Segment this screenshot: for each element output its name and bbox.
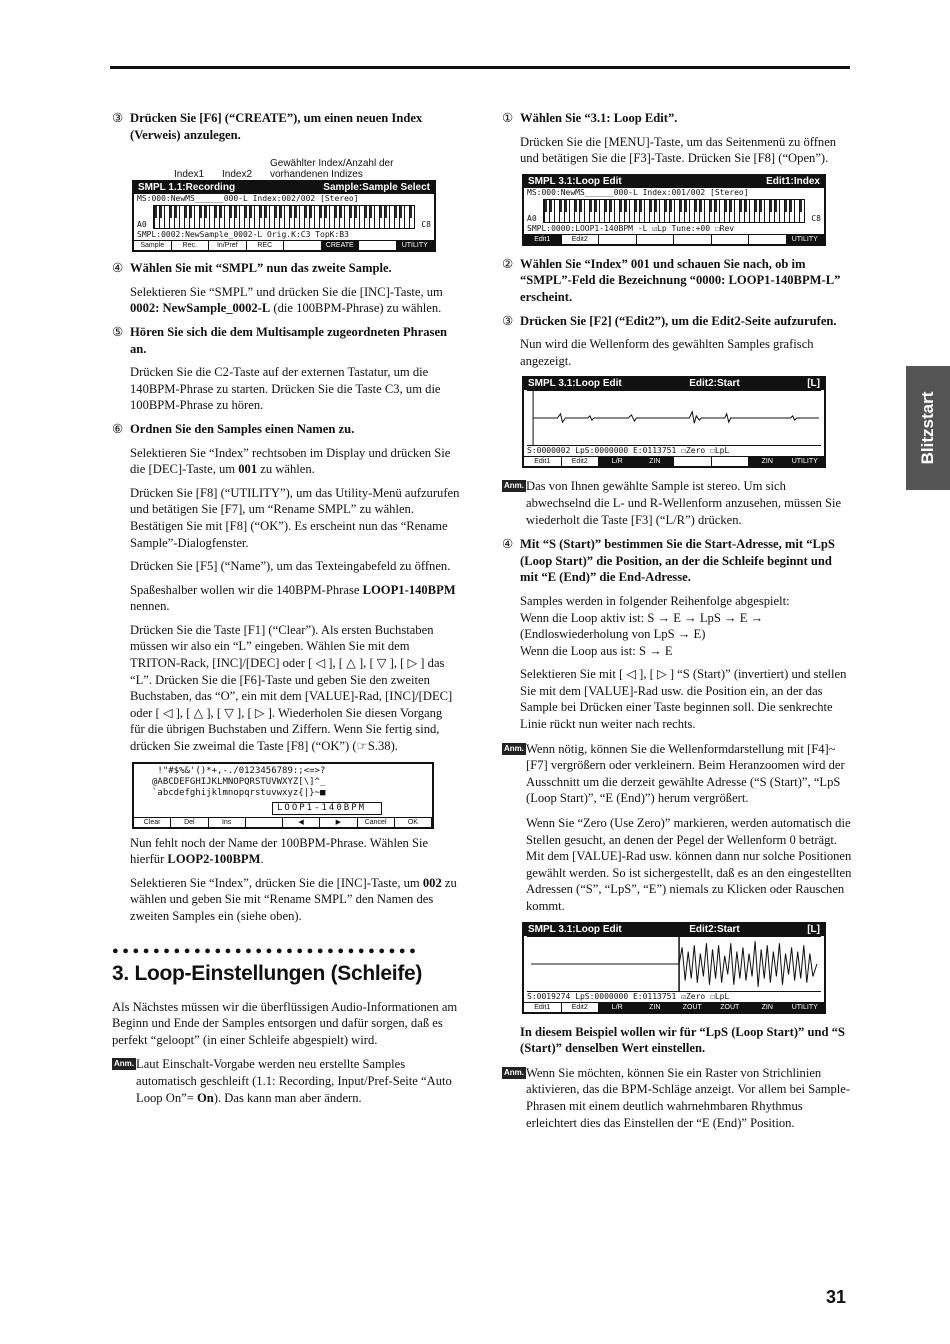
paragraph: Nun fehlt noch der Name der 100BPM-Phrase. Wählen Sie hierfür LOOP2-100BPM.	[130, 835, 429, 867]
right-column	[502, 110, 852, 1139]
lcd-button: UTILITY	[397, 241, 435, 250]
section-heading: 3. Loop-Einstellungen (Schleife)	[112, 961, 423, 985]
lcd-loop-edit2	[522, 376, 826, 468]
right-step-3: ③ Drücken Sie [F2] (“Edit2”), um die Edit2-Seite aufzurufen.	[502, 313, 837, 328]
lcd-button: Ins	[209, 818, 246, 827]
right-step-1: ① Wählen Sie “3.1: Loop Edit”.	[502, 111, 678, 125]
lcd-button: Rec.	[172, 241, 210, 250]
lcd-button: ZIN	[749, 457, 787, 466]
lcd-loop-edit2-zoom	[522, 922, 826, 1014]
lcd-line: S:0019274 LpS:0000000 E:0113751 ☑Zero ☐LpL	[527, 991, 730, 1001]
paragraph: Samples werden in folgender Reihenfolge abgespielt:	[520, 593, 790, 608]
callout-selected-2: vorhandenen Indizes	[270, 169, 363, 181]
waveform-display	[527, 390, 821, 446]
page-number: 31	[826, 1287, 847, 1307]
lcd-buttons	[524, 456, 824, 466]
lcd-line: MS:000:NewMS______000-L Index:001/002 [Stereo]	[527, 187, 749, 197]
lcd-line: SMPL:0002:NewSample_0002-L Orig.K:C3 TopK:B3	[137, 230, 349, 240]
lcd-button: UTILITY	[787, 1003, 825, 1012]
lcd-buttons	[524, 1002, 824, 1012]
callout-index2: Index2	[222, 169, 253, 181]
lcd-button	[637, 235, 675, 244]
lcd-button: Edit2	[562, 1003, 600, 1012]
top-rule	[110, 66, 850, 69]
left-step-4: ④ Wählen Sie mit “SMPL” nun das zweite Sample.	[112, 261, 392, 276]
lcd-buttons	[134, 240, 434, 250]
keyboard-row: A0 C8	[524, 198, 824, 224]
lcd-header: SMPL 1.1:Recording Sample:Sample Select	[134, 182, 434, 194]
lcd-header: SMPL 3.1:Loop Edit Edit2:Start [L]	[524, 924, 824, 936]
left-step-3: ③ Drücken Sie [F6] (“CREATE”), um einen neuen Index (Verweis) anzulegen.	[112, 111, 423, 142]
section-tab-label: Blitzstart	[918, 391, 937, 465]
paragraph: Wenn die Loop aktiv ist: S → E → LpS → E → (Endloswiederholung von LpS → E)	[520, 610, 764, 642]
left-step-5: ⑤ Hören Sie sich die dem Multisample zugeordneten Phrasen an.	[112, 324, 448, 356]
waveform-display	[527, 936, 821, 992]
lcd-line: SMPL:0000:LOOP1-140BPM -L ☑Lp Tune:+00 ☐Rev	[527, 223, 735, 233]
lcd-line: MS:000:NewMS______000-L Index:002/002 [Stereo]	[137, 194, 359, 204]
lcd-button: ▶	[320, 818, 357, 827]
charset-row: !"#$%&'()*+,-./0123456789:;<=>?	[152, 765, 326, 776]
lcd-button: CREATE	[322, 241, 360, 250]
lcd-button	[712, 235, 750, 244]
lcd-button: Cancel	[358, 818, 395, 827]
charset-row: `abcdefghijklmnopqrstuvwxyz{|}~■	[152, 787, 326, 798]
lcd-button	[246, 818, 283, 827]
paragraph: Wenn die Loop aus ist: S → E	[520, 643, 673, 658]
paragraph: Nun wird die Wellenform des gewählten Samples grafisch angezeigt.	[520, 337, 814, 368]
lcd-buttons	[134, 817, 432, 827]
lcd-button: ◀	[283, 818, 320, 827]
keyboard-graphic	[543, 199, 806, 223]
lcd-button: Edit2	[562, 235, 600, 244]
lcd-button: ZIN	[637, 457, 675, 466]
paragraph: Drücken Sie [F8] (“UTILITY”), um das Utility-Menü aufzurufen und betätigen Sie [F7], um “Rename SMPL” zu wählen. Bestätigen Sie mit [F8] (“OK”). Es erscheint nun das “Rename Sample”-Dialogfenster.	[130, 485, 460, 550]
lcd-button: ZOUT	[712, 1003, 750, 1012]
lcd-rename-dialog	[132, 762, 434, 829]
lcd-button: Edit1	[524, 1003, 562, 1012]
paragraph: Wenn Sie “Zero (Use Zero)” markieren, werden automatisch die Stellen gesucht, an denen der Pegel der Wellenform 0 beträgt. Mit dem [VALUE]-Rad usw. können dann nur solche Positionen gewählt werden. So ist sichergestellt, daß es an den eingestellten Adressen (“S”, “LpS”, “E”) niemals zu Klicken oder Rauschen kommt.	[526, 816, 852, 913]
keyboard-row: A0 C8	[134, 204, 434, 230]
section-dots: ●●●●●●●●●●●●●●●●●●●●●●●●●●●●●●	[112, 944, 420, 957]
lcd-button: L/R	[599, 457, 637, 466]
lcd-button: Edit1	[524, 235, 562, 244]
paragraph: Selektieren Sie “Index” rechtsoben im Display und drücken Sie die [DEC]-Taste, um 001 zu wählen.	[130, 445, 451, 477]
lcd-header: SMPL 3.1:Loop Edit Edit2:Start [L]	[524, 378, 824, 390]
lcd-button: UTILITY	[787, 457, 825, 466]
note: Anm. Wenn Sie möchten, können Sie ein Raster von Strichlinien aktivieren, das die BPM-Schläge anzeigt. Vor allem bei Sample-Phrasen mit einem deutlich wahrnehmbaren Rhythmus erleichtert dies das Einstellen der “E (End)” Position.	[504, 1065, 851, 1130]
name-field: LOOP1-140BPM	[272, 802, 382, 815]
note: Anm. Das von Ihnen gewählte Sample ist stereo. Um sich abwechselnd die L- und R-Wellenform anzusehen, müssen Sie wiederholt die Taste [F3] (“L/R”) drücken.	[504, 479, 842, 527]
waveform-graphic	[527, 391, 821, 445]
lcd-button: Sample	[134, 241, 172, 250]
paragraph: Drücken Sie [F5] (“Name”), um das Texteingabefeld zu öffnen.	[130, 559, 451, 574]
note: Anm. Wenn nötig, können Sie die Wellenformdarstellung mit [F4]~[F7] vergrößern oder verkleinern. Beim Heranzoomen wird der Ausschnitt um die derzeit gewählte Adresse (“S (Start)”, “LpS (Loop Start)”, “E (End)”) herum vergrößert.	[504, 741, 845, 806]
note-icon: Anm.	[114, 1059, 134, 1069]
lcd-line: S:0000002 LpS:0000000 E:0113751 ☐Zero ☐LpL	[527, 446, 730, 456]
right-step-4: ④ Mit “S (Start)” bestimmen Sie die Start-Adresse, mit “LpS (Loop Start)” die Position, an der die Schleife beginnt und mit “E (End)” die End-Adresse.	[502, 537, 835, 585]
callout-area	[112, 150, 460, 180]
keyboard-graphic	[153, 205, 416, 229]
paragraph: Drücken Sie die Taste [F1] (“Clear”). Als ersten Buchstaben müssen wir also ein “L” eingeben. Wählen Sie mit dem TRITON-Rack, [INC]/[DEC] oder [ ◁ ], [ △ ], [ ▽ ], [ ▷ ] das “L”. Drücken Sie die [F6]-Taste und geben Sie den zweiten Buchstaben, das “O”, ein mit dem [VALUE]-Rad, [INC]/[DEC] oder [ ◁ ], [ △ ], [ ▽ ], [ ▷ ]. Wiederholen Sie diesen Vorgang für die übrigen Buchstaben und Ziffern. Wenn Sie fertig sind, drücken Sie zweimal die Taste [F8] (“OK”) (☞S.38).	[130, 622, 453, 754]
lcd-button: UTILITY	[787, 235, 825, 244]
lcd-button: Del	[171, 818, 208, 827]
lcd-recording	[132, 180, 436, 252]
note-icon: Anm.	[504, 1067, 524, 1077]
lcd-button	[284, 241, 322, 250]
callout-selected: Gewählter Index/Anzahl der	[270, 158, 394, 170]
lcd-button	[359, 241, 397, 250]
lcd-button: ZIN	[749, 1003, 787, 1012]
lcd-button	[674, 235, 712, 244]
lcd-button	[674, 457, 712, 466]
lcd-header: SMPL 3.1:Loop Edit Edit1:Index	[524, 176, 824, 188]
charset-row: @ABCDEFGHIJKLMNOPQRSTUVWXYZ[\]^_	[152, 776, 326, 787]
note: Anm. Laut Einschalt-Vorgabe werden neu erstellte Samples automatisch geschleift (1.1: Recording, Input/Pref-Seite “Auto Loop On”= On). Das kann man aber ändern.	[114, 1057, 452, 1105]
paragraph: Selektieren Sie “SMPL” und drücken Sie die [INC]-Taste, um 0002: NewSample_0002-L (die 100BPM-Phrase) zu wählen.	[130, 284, 443, 316]
left-column	[112, 110, 460, 1114]
callout-index1: Index1	[174, 169, 205, 181]
paragraph: Als Nächstes müssen wir die überflüssigen Audio-Informationen am Beginn und Ende der Samples entsorgen und dafür sorgen, daß es perfekt “geloopt” (in einer Schleife abgespielt) wird.	[112, 999, 458, 1047]
lcd-button: OK	[395, 818, 432, 827]
paragraph: Drücken Sie die C2-Taste auf der externen Tastatur, um die 140BPM-Phrase zu starten. Drücken Sie die Taste C3, um die 100BPM-Phrase zu hören.	[130, 365, 441, 413]
paragraph: Drücken Sie die [MENU]-Taste, um das Seitenmenü zu öffnen und betätigen Sie die [F3]-Taste. Drücken Sie [F8] (“Open”).	[520, 134, 837, 166]
lcd-button: In/Pref	[209, 241, 247, 250]
lcd-button: REC	[247, 241, 285, 250]
lcd-button	[599, 235, 637, 244]
lcd-button: Edit1	[524, 457, 562, 466]
lcd-button: Clear	[134, 818, 171, 827]
note-icon: Anm.	[504, 481, 524, 491]
section-tab	[906, 366, 950, 490]
lcd-button: ZOUT	[674, 1003, 712, 1012]
lcd-button	[712, 457, 750, 466]
note-icon: Anm.	[504, 743, 524, 753]
lcd-button: ZIN	[637, 1003, 675, 1012]
waveform-graphic	[527, 937, 821, 991]
lcd-buttons	[524, 234, 824, 244]
lcd-button	[749, 235, 787, 244]
paragraph: In diesem Beispiel wollen wir für “LpS (Loop Start)” und “S (Start)” denselben Wert einstellen.	[520, 1024, 845, 1056]
lcd-button: L/R	[599, 1003, 637, 1012]
left-step-6: ⑥ Ordnen Sie den Samples einen Namen zu.	[112, 421, 355, 436]
paragraph: Spaßeshalber wollen wir die 140BPM-Phrase LOOP1-140BPM nennen.	[130, 582, 456, 614]
lcd-button: Edit2	[562, 457, 600, 466]
right-step-2: ② Wählen Sie “Index” 001 und schauen Sie nach, ob im “SMPL”-Feld die Bezeichnung “0000: LOOP1-140BPM-L” erscheint.	[502, 256, 841, 304]
paragraph: Selektieren Sie “Index”, drücken Sie die [INC]-Taste, um 002 zu wählen und geben Sie mit “Rename SMPL” den Namen des zweiten Samples ein (siehe oben).	[130, 875, 457, 923]
paragraph: Selektieren Sie mit [ ◁ ], [ ▷ ] “S (Start)” (invertiert) und stellen Sie mit dem [VALUE]-Rad usw. die Position ein, an der das Sample bei Drücken einer Taste beginnen soll. Die senkrechte Linie rückt nun weiter nach rechts.	[520, 667, 847, 732]
lcd-loop-edit1	[522, 174, 826, 246]
